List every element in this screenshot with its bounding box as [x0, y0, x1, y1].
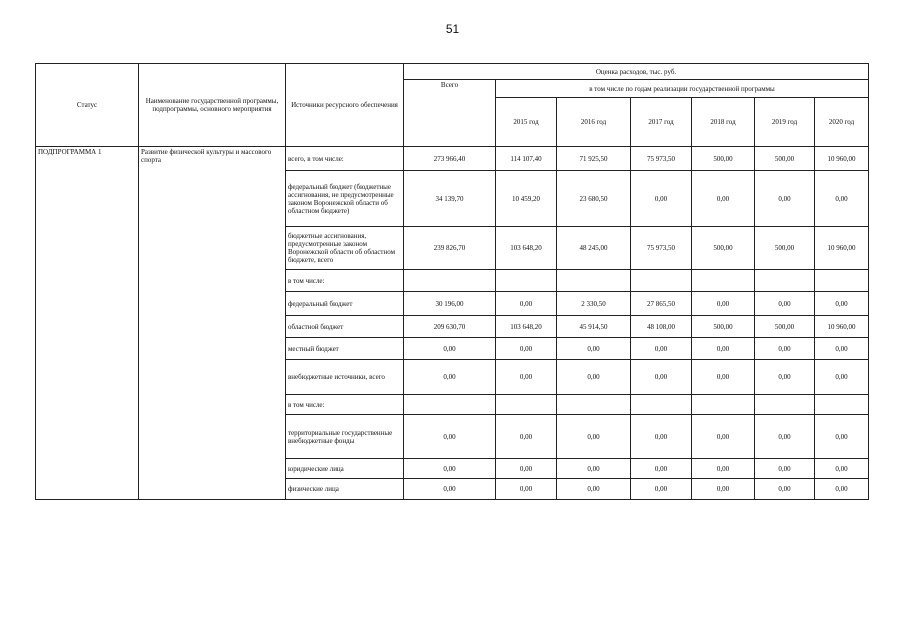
value-cell [692, 395, 755, 415]
budget-table [35, 63, 869, 500]
header-year: 2015 год [496, 98, 557, 147]
header-status: Статус [36, 64, 139, 147]
value-cell: 239 826,70 [404, 227, 496, 270]
source-cell: всего, в том числе: [286, 147, 404, 171]
value-cell: 0,00 [815, 338, 869, 360]
value-cell: 500,00 [755, 147, 815, 171]
value-cell: 0,00 [815, 171, 869, 227]
value-cell: 0,00 [404, 360, 496, 395]
value-cell [631, 395, 692, 415]
value-cell: 10 960,00 [815, 147, 869, 171]
value-cell [404, 395, 496, 415]
value-cell: 75 973,50 [631, 147, 692, 171]
source-cell: в том числе: [286, 270, 404, 292]
header-name: Наименование государственной программы, подпрограммы, основного мероприятия [139, 64, 286, 147]
value-cell: 0,00 [496, 479, 557, 500]
source-cell: внебюджетные источники, всего [286, 360, 404, 395]
value-cell: 0,00 [692, 338, 755, 360]
value-cell: 500,00 [755, 316, 815, 338]
value-cell: 48 108,00 [631, 316, 692, 338]
program-name-cell: Развитие физической культуры и массового спорта [139, 147, 286, 500]
value-cell: 0,00 [755, 479, 815, 500]
value-cell: 0,00 [631, 459, 692, 479]
value-cell [815, 270, 869, 292]
value-cell: 10 960,00 [815, 227, 869, 270]
value-cell: 0,00 [631, 360, 692, 395]
value-cell: 0,00 [496, 292, 557, 316]
status-cell: ПОДПРОГРАММА 1 [36, 147, 139, 500]
value-cell [631, 270, 692, 292]
value-cell: 103 648,20 [496, 227, 557, 270]
value-cell: 103 648,20 [496, 316, 557, 338]
value-cell: 0,00 [496, 415, 557, 459]
header-year: 2019 год [755, 98, 815, 147]
value-cell: 10 960,00 [815, 316, 869, 338]
value-cell: 0,00 [631, 338, 692, 360]
value-cell: 0,00 [692, 479, 755, 500]
value-cell [692, 270, 755, 292]
source-cell: областной бюджет [286, 316, 404, 338]
value-cell: 0,00 [815, 415, 869, 459]
value-cell: 71 925,50 [557, 147, 631, 171]
value-cell: 0,00 [755, 171, 815, 227]
value-cell: 0,00 [557, 479, 631, 500]
value-cell [404, 270, 496, 292]
header-year: 2016 год [557, 98, 631, 147]
value-cell: 0,00 [755, 338, 815, 360]
source-cell: физические лица [286, 479, 404, 500]
value-cell [815, 395, 869, 415]
value-cell: 0,00 [404, 415, 496, 459]
value-cell: 500,00 [692, 147, 755, 171]
value-cell: 75 973,50 [631, 227, 692, 270]
header-year: 2017 год [631, 98, 692, 147]
value-cell: 0,00 [692, 459, 755, 479]
value-cell: 0,00 [496, 338, 557, 360]
value-cell [557, 395, 631, 415]
header-total: Всего [404, 80, 496, 147]
header-sources: Источники ресурсного обеспечения [286, 64, 404, 147]
value-cell: 0,00 [815, 479, 869, 500]
value-cell: 0,00 [815, 292, 869, 316]
value-cell: 48 245,00 [557, 227, 631, 270]
header-estimate: Оценка расходов, тыс. руб. [404, 64, 869, 80]
value-cell: 0,00 [755, 292, 815, 316]
value-cell: 2 330,50 [557, 292, 631, 316]
value-cell [496, 270, 557, 292]
header-year: 2018 год [692, 98, 755, 147]
value-cell: 0,00 [404, 459, 496, 479]
value-cell: 30 196,00 [404, 292, 496, 316]
source-cell: юридические лица [286, 459, 404, 479]
value-cell: 0,00 [692, 292, 755, 316]
value-cell: 0,00 [631, 479, 692, 500]
value-cell: 500,00 [692, 316, 755, 338]
source-cell: федеральный бюджет (бюджетные ассигнования, не предусмотренные законом Воронежской области об областном бюджете) [286, 171, 404, 227]
value-cell: 0,00 [404, 479, 496, 500]
value-cell: 500,00 [755, 227, 815, 270]
value-cell [755, 395, 815, 415]
value-cell: 0,00 [557, 459, 631, 479]
source-cell: бюджетные ассигнования, предусмотренные законом Воронежской области об областном бюджете, всего [286, 227, 404, 270]
value-cell: 0,00 [631, 171, 692, 227]
value-cell: 45 914,50 [557, 316, 631, 338]
value-cell: 0,00 [692, 415, 755, 459]
value-cell: 0,00 [404, 338, 496, 360]
value-cell: 114 107,40 [496, 147, 557, 171]
value-cell: 0,00 [815, 459, 869, 479]
value-cell [496, 395, 557, 415]
value-cell: 0,00 [755, 415, 815, 459]
value-cell: 27 865,50 [631, 292, 692, 316]
source-cell: федеральный бюджет [286, 292, 404, 316]
value-cell: 10 459,20 [496, 171, 557, 227]
source-cell: территориальные государственные внебюджетные фонды [286, 415, 404, 459]
value-cell: 0,00 [496, 459, 557, 479]
value-cell: 0,00 [557, 360, 631, 395]
value-cell: 209 630,70 [404, 316, 496, 338]
value-cell: 0,00 [815, 360, 869, 395]
value-cell: 23 680,50 [557, 171, 631, 227]
source-cell: местный бюджет [286, 338, 404, 360]
header-by-years: в том числе по годам реализации государственной программы [496, 80, 869, 98]
value-cell: 273 966,40 [404, 147, 496, 171]
value-cell: 0,00 [692, 171, 755, 227]
value-cell: 0,00 [755, 360, 815, 395]
value-cell: 500,00 [692, 227, 755, 270]
value-cell: 0,00 [557, 415, 631, 459]
source-cell: в том числе: [286, 395, 404, 415]
value-cell: 34 139,70 [404, 171, 496, 227]
page-number: 51 [445, 22, 460, 36]
value-cell [755, 270, 815, 292]
value-cell: 0,00 [557, 338, 631, 360]
value-cell [557, 270, 631, 292]
value-cell: 0,00 [755, 459, 815, 479]
value-cell: 0,00 [692, 360, 755, 395]
header-year: 2020 год [815, 98, 869, 147]
value-cell: 0,00 [631, 415, 692, 459]
value-cell: 0,00 [496, 360, 557, 395]
